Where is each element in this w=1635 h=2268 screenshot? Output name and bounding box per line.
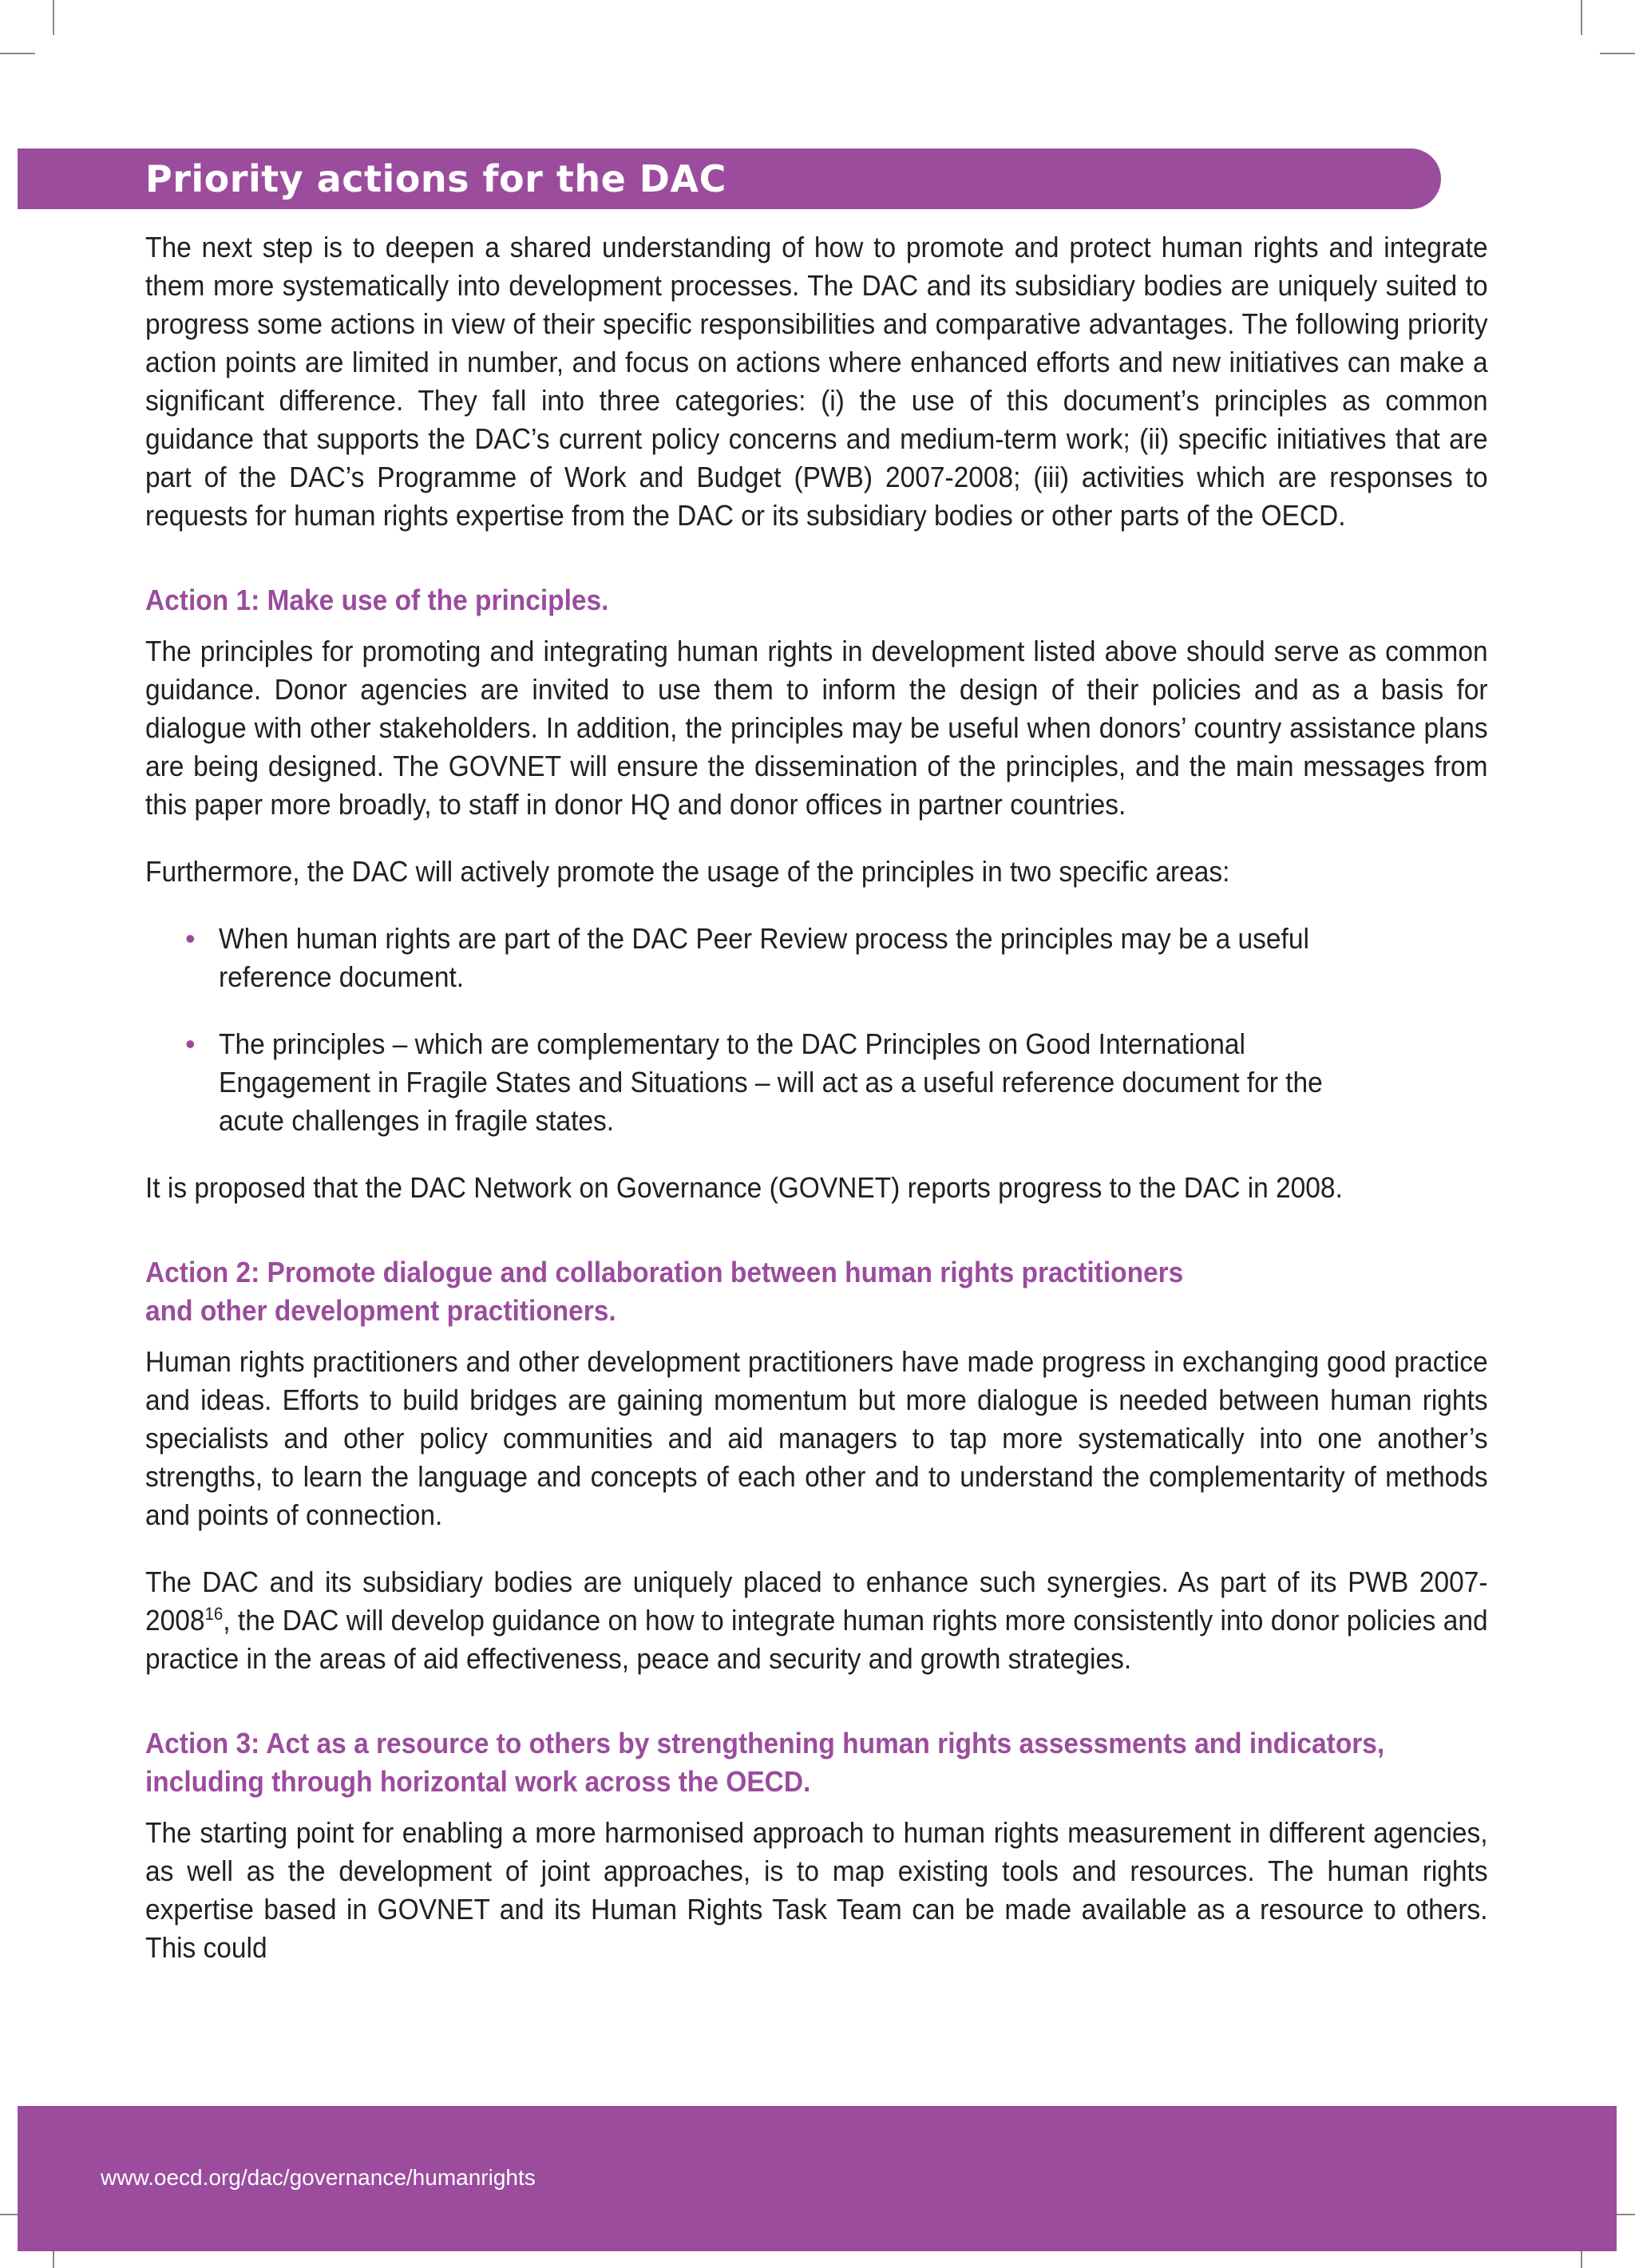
action1-heading: Action 1: Make use of the principles. — [145, 584, 609, 616]
action3-paragraph-1: The starting point for enabling a more harmonised approach to human rights measurement in different agencies, as well as the development of joint approaches, is to map existing tools and resources. The human rights expertise based in GOVNET and its Human Rights Task Team can be made available as a resource to others. This could — [145, 1816, 1488, 1964]
footnote-ref: 16 — [204, 1604, 224, 1624]
bullet-text: The principles – which are complementary to the DAC Principles on Good International Engagement in Fragile States and Situations – will act as a useful reference document for the acute challenges in fragile states. — [219, 1027, 1323, 1137]
crop-mark — [1600, 53, 1635, 54]
crop-mark — [1581, 0, 1582, 35]
action3-heading-line1: Action 3: Act as a resource to others by strengthening human rights assessments and indicators, — [145, 1727, 1385, 1759]
action1-paragraph-1: The principles for promoting and integrating human rights in development listed above should serve as common guidance. Donor agencies are invited to use them to inform the design of their policies and as a basis for dialogue with other stakeholders. In addition, the principles may be useful when donors’ country assistance plans are being designed. The GOVNET will ensure the dissemination of the principles, and the main messages from this paper more broadly, to staff in donor HQ and donor offices in partner countries. — [145, 635, 1488, 821]
header-banner — [18, 148, 1441, 209]
intro-paragraph: The next step is to deepen a shared understanding of how to promote and protect human rights and integrate them more systematically into development processes. The DAC and its subsidiary bodies are uniquely suited to progress some actions in view of their specific responsibilities and comparative advantages. The following priority action points are limited in number, and focus on actions where enhanced efforts and new initiatives can make a significant difference. They fall into three categories: (i) the use of this document’s principles as common guidance that supports the DAC’s current policy concerns and medium-term work; (ii) specific initiatives that are part of the DAC’s Programme of Work and Budget (PWB) 2007-2008; (iii) activities which are responses to requests for human rights expertise from the DAC or its subsidiary bodies or other parts of the OECD. — [145, 231, 1488, 532]
main-content — [145, 228, 1488, 1967]
footer-url-link[interactable]: www.oecd.org/dac/governance/humanrights — [101, 2165, 536, 2190]
action2-heading-line1: Action 2: Promote dialogue and collaboration between human rights practitioners — [145, 1256, 1184, 1288]
action2-paragraph-2-end: , the DAC will develop guidance on how to integrate human rights more consistently into donor policies and practice in the areas of aid effectiveness, peace and security and growth strategies. — [145, 1604, 1488, 1675]
action1-paragraph-2: Furthermore, the DAC will actively promote the usage of the principles in two specific areas: — [145, 855, 1230, 888]
action3-heading-line2: including through horizontal work across the OECD. — [145, 1765, 811, 1798]
action2-heading — [145, 1253, 1488, 1330]
bullet-icon: • — [185, 922, 196, 955]
footer-banner — [18, 2106, 1617, 2251]
bullet-icon: • — [185, 1027, 196, 1060]
action3-heading — [145, 1724, 1488, 1801]
action2-paragraph-2 — [145, 1563, 1488, 1678]
crop-mark — [53, 0, 54, 35]
crop-mark — [0, 53, 35, 54]
page-title: Priority actions for the DAC — [145, 157, 726, 200]
action1-paragraph-3: It is proposed that the DAC Network on Governance (GOVNET) reports progress to the DAC in 2008. — [145, 1171, 1343, 1204]
action2-heading-line2: and other development practitioners. — [145, 1294, 616, 1327]
list-item — [185, 920, 1488, 996]
action2-paragraph-2-start: The DAC and its subsidiary bodies are uniquely placed to enhance such synergies. As part of its PWB 2007-2008 — [145, 1565, 1488, 1637]
action1-bullet-list — [145, 920, 1488, 1140]
action2-paragraph-1: Human rights practitioners and other development practitioners have made progress in exchanging good practice and ideas. Efforts to build bridges are gaining momentum but more dialogue is needed between human rights specialists and other policy communities and aid managers to tap more systematically into one another’s strengths, to learn the language and concepts of each other and to understand the complementarity of methods and points of connection. — [145, 1345, 1488, 1531]
list-item — [185, 1025, 1488, 1140]
bullet-text: When human rights are part of the DAC Peer Review process the principles may be a useful reference document. — [219, 922, 1309, 993]
